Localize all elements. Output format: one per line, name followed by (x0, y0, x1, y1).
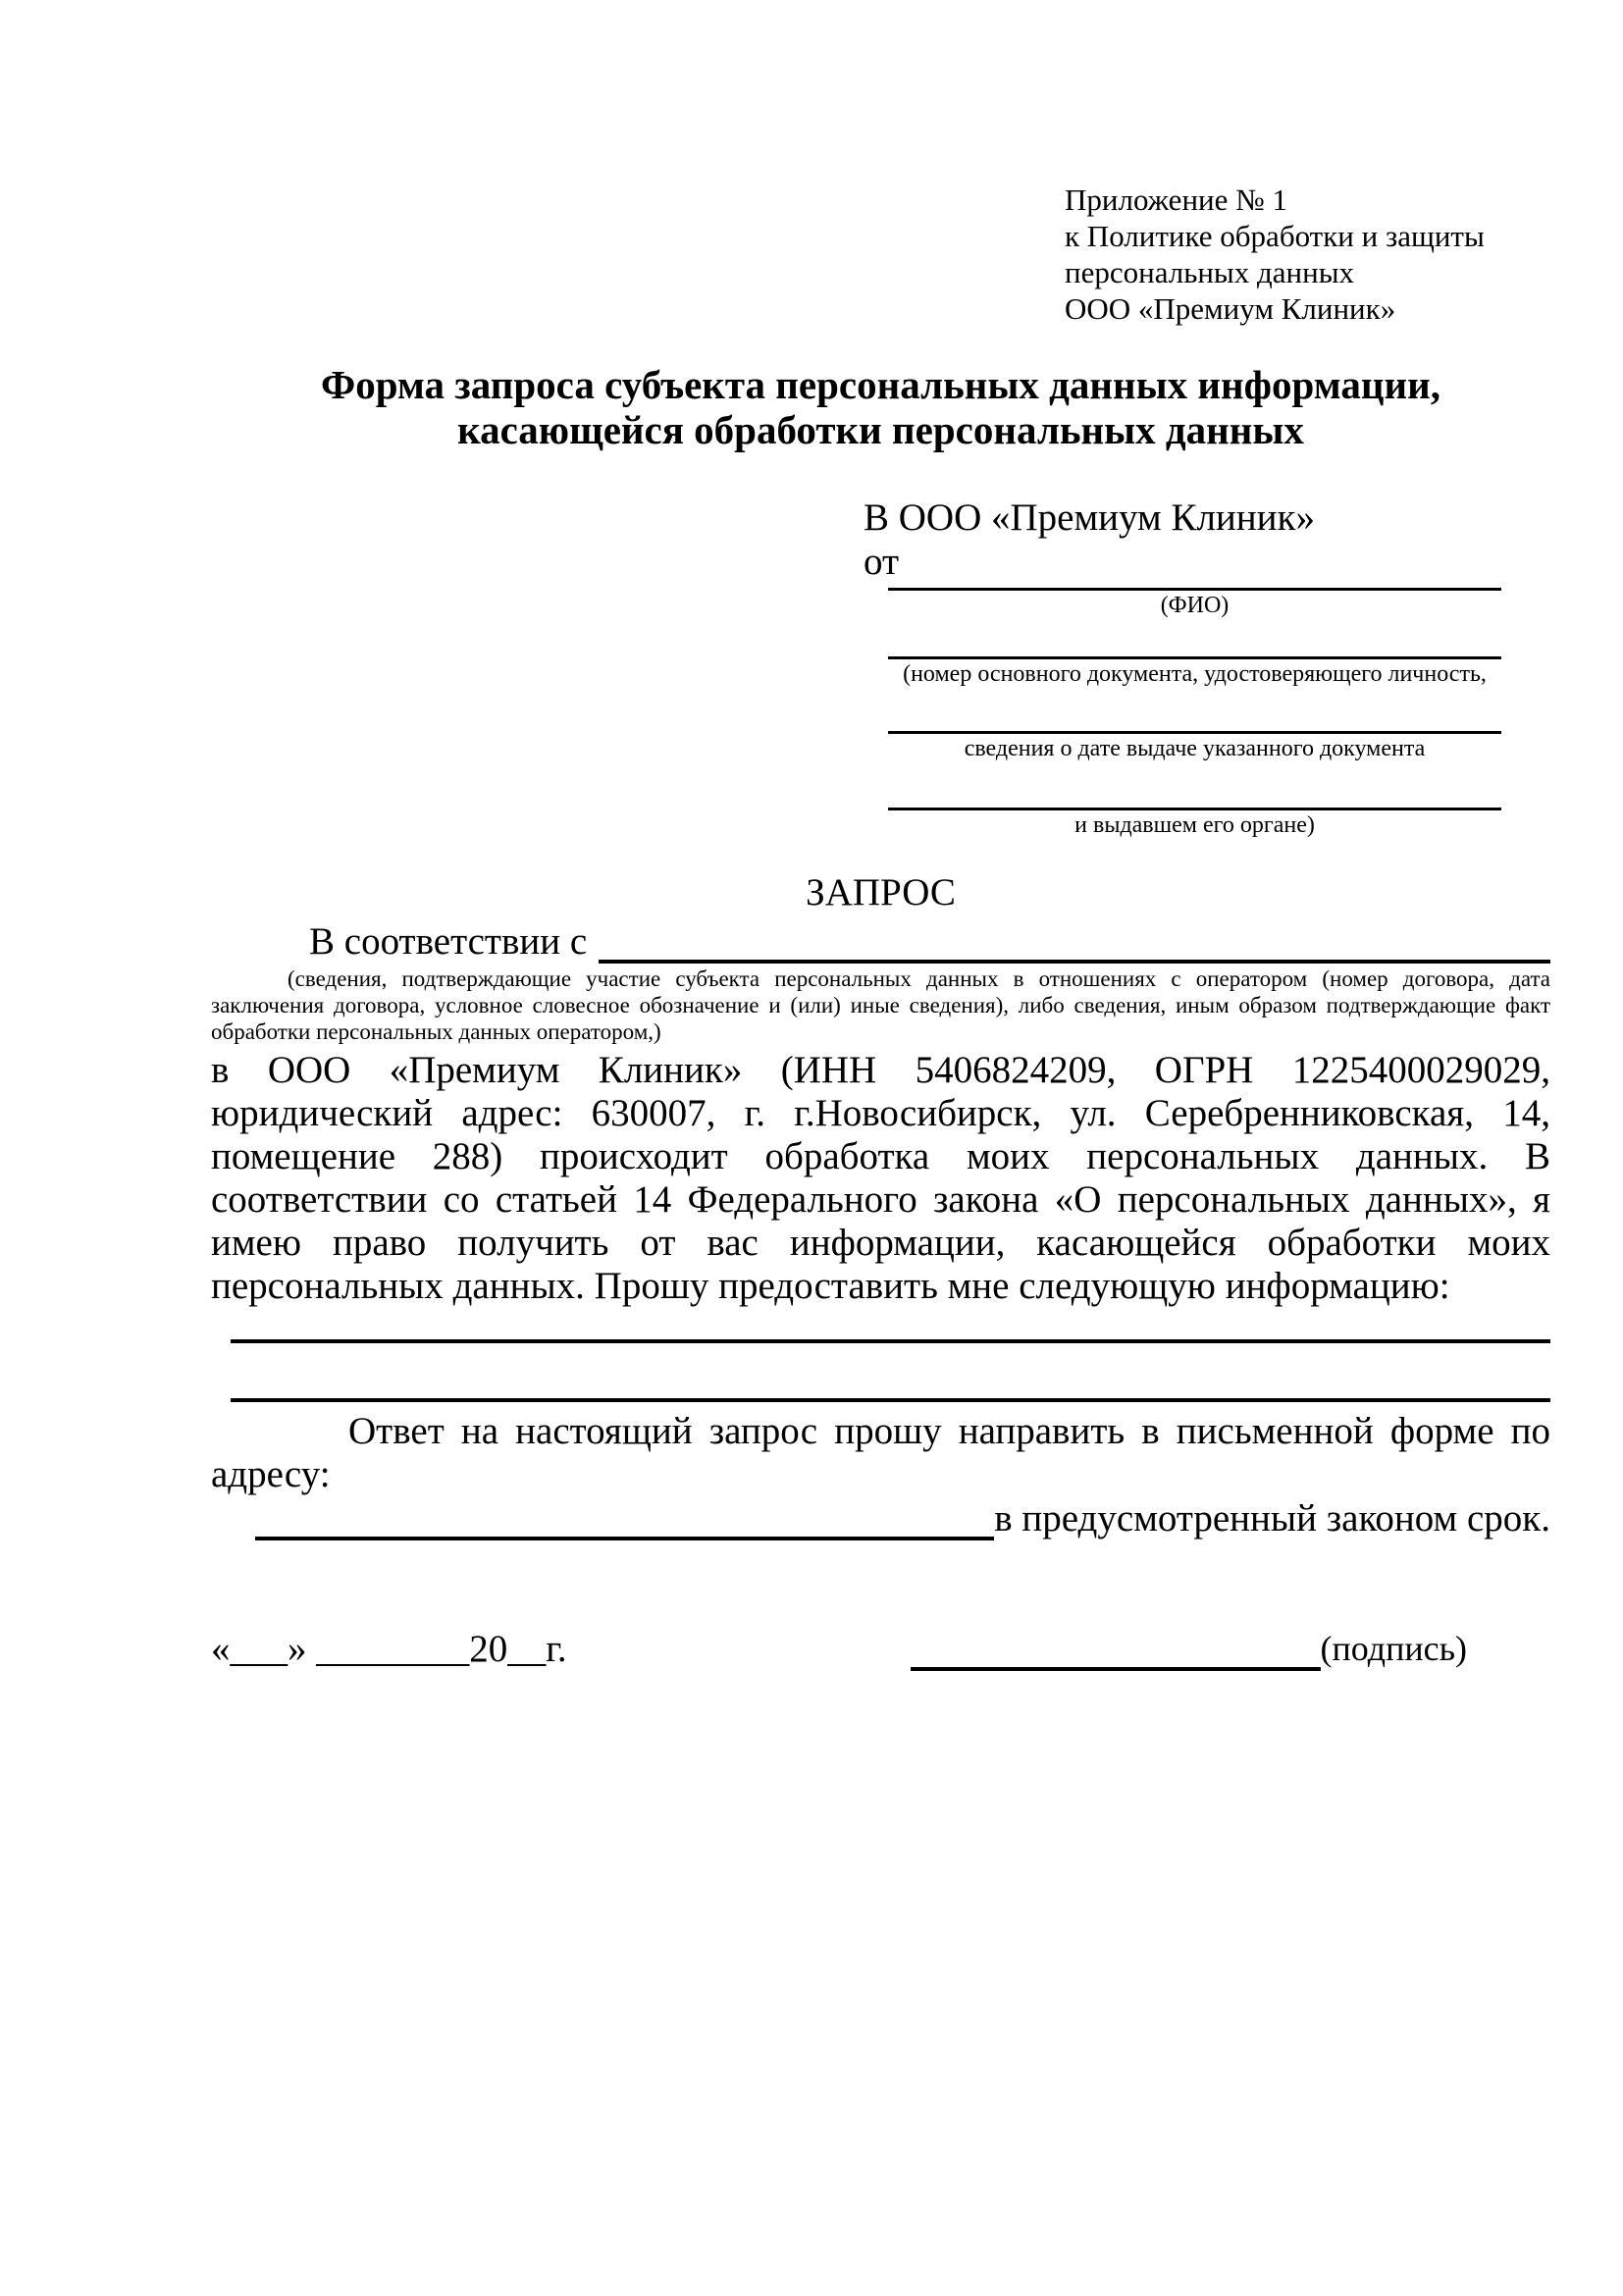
appendix-block (1065, 182, 1550, 327)
info-write-line-1 (231, 1339, 1550, 1343)
signature-caption: (подпись) (1320, 1629, 1467, 1668)
signature-group (911, 1627, 1467, 1671)
reply-tail-text: в предусмотренный законом срок. (994, 1497, 1550, 1539)
document-number-field (888, 656, 1501, 690)
addressee-to: В ООО «Премиум Клиник» (864, 496, 1315, 539)
request-body-paragraph: в ООО «Премиум Клиник» (ИНН 5406824209, ОГРН 1225400029029, юридический адрес: 630007, г. г.Новосибирск, ул. Серебренниковская, 14, помещение 288) происходит обработка моих персональных данных. В соответствии со статьей 14 Федерального закона «О персональных данных», я имею право получить от вас информации, касающейся обработки моих персональных данных. Прошу предоставить мне следующую информацию: (211, 1049, 1550, 1307)
issuing-authority-field (888, 808, 1501, 841)
document-title (211, 362, 1550, 452)
request-heading: ЗАПРОС (806, 871, 956, 913)
footer-row (211, 1627, 1550, 1671)
document-number-caption: (номер основного документа, удостоверяющего личность, (903, 661, 1487, 687)
signature-write-line (911, 1630, 1321, 1671)
fio-caption: (ФИО) (1160, 593, 1230, 618)
addressee-from-label: от (864, 541, 900, 583)
addressee-block (864, 496, 1501, 841)
issuing-authority-caption: и выдавшем его органе) (1074, 812, 1315, 838)
reply-request-text: Ответ на настоящий запрос прошу направить в письменной форме по адресу: (211, 1410, 1550, 1495)
appendix-line: персональных данных (1065, 255, 1355, 289)
document-content (211, 182, 1550, 1671)
compliance-write-line (599, 922, 1550, 964)
date-blank: «___» ________20__г. (211, 1628, 567, 1670)
appendix-line: к Политике обработки и защиты (1065, 219, 1485, 253)
document-title-line: касающейся обработки персональных данных (457, 407, 1304, 452)
compliance-intro-row (211, 920, 1550, 964)
reply-address-row (211, 1496, 1550, 1540)
issue-date-field (888, 731, 1501, 764)
document-title-line: Форма запроса субъекта персональных данных информации, (321, 362, 1440, 407)
compliance-intro-label: В соответствии с (309, 920, 588, 963)
issue-date-caption: сведения о дате выдаче указанного документа (964, 736, 1426, 761)
appendix-line: Приложение № 1 (1065, 183, 1287, 217)
appendix-line: ООО «Премиум Клиник» (1065, 291, 1396, 326)
fio-field (888, 588, 1501, 621)
info-write-line-2 (231, 1398, 1550, 1402)
reply-address-write-line (255, 1499, 994, 1540)
compliance-note: (сведения, подтверждающие участие субъекта персональных данных в отношениях с оператором (номер договора, дата заключения договора, условное словесное обозначение и (или) иные сведения), либо сведения, иным образом подтверждающие факт обработки персональных данных оператором,) (211, 966, 1550, 1044)
